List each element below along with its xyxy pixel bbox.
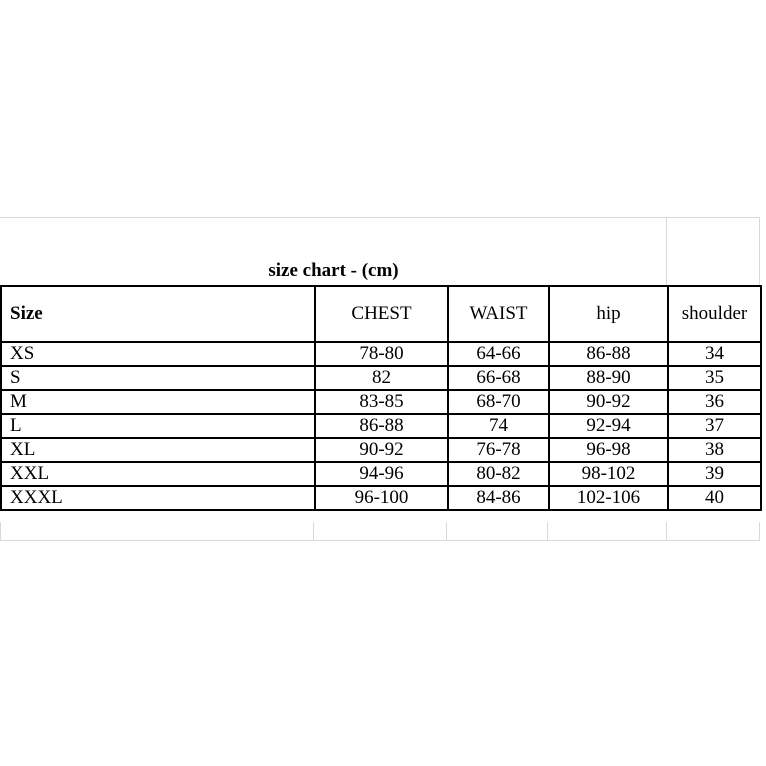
title-empty-cell xyxy=(667,218,759,285)
shoulder-cell: 34 xyxy=(668,342,761,366)
shoulder-cell: 36 xyxy=(668,390,761,414)
waist-cell: 68-70 xyxy=(448,390,549,414)
chart-title: size chart - (cm) xyxy=(268,260,399,281)
gridline-bottom-col-1 xyxy=(313,522,314,541)
size-cell: S xyxy=(1,366,315,390)
column-header-waist: WAIST xyxy=(448,286,549,342)
hip-cell: 98-102 xyxy=(549,462,668,486)
size-cell: L xyxy=(1,414,315,438)
waist-cell: 80-82 xyxy=(448,462,549,486)
shoulder-cell: 39 xyxy=(668,462,761,486)
table-row-xs xyxy=(1,342,761,366)
waist-cell: 74 xyxy=(448,414,549,438)
chest-cell: 94-96 xyxy=(315,462,448,486)
size-cell: XL xyxy=(1,438,315,462)
size-cell: XXL xyxy=(1,462,315,486)
gridline-bottom-col-5 xyxy=(759,522,760,541)
size-cell: XS xyxy=(1,342,315,366)
shoulder-cell: 40 xyxy=(668,486,761,510)
size-cell: M xyxy=(1,390,315,414)
gridline-bottom xyxy=(0,540,760,541)
shoulder-cell: 37 xyxy=(668,414,761,438)
chest-cell: 78-80 xyxy=(315,342,448,366)
hip-cell: 102-106 xyxy=(549,486,668,510)
shoulder-cell: 38 xyxy=(668,438,761,462)
column-header-size: Size xyxy=(1,286,315,342)
table-row-xl xyxy=(1,438,761,462)
chest-cell: 82 xyxy=(315,366,448,390)
table-row-m xyxy=(1,390,761,414)
chest-cell: 83-85 xyxy=(315,390,448,414)
table-row-xxl xyxy=(1,462,761,486)
chest-cell: 86-88 xyxy=(315,414,448,438)
waist-cell: 64-66 xyxy=(448,342,549,366)
gridline-bottom-col-0 xyxy=(0,522,1,541)
column-header-shoulder: shoulder xyxy=(668,286,761,342)
size-cell: XXXL xyxy=(1,486,315,510)
chest-cell: 90-92 xyxy=(315,438,448,462)
waist-cell: 84-86 xyxy=(448,486,549,510)
title-row xyxy=(0,218,667,285)
column-header-hip: hip xyxy=(549,286,668,342)
table-row-xxxl xyxy=(1,486,761,510)
chest-cell: 96-100 xyxy=(315,486,448,510)
hip-cell: 92-94 xyxy=(549,414,668,438)
gridline-title-right xyxy=(759,217,760,285)
size-chart-sheet xyxy=(0,217,760,541)
header-row xyxy=(1,286,761,342)
gridline-bottom-col-4 xyxy=(666,522,667,541)
hip-cell: 90-92 xyxy=(549,390,668,414)
hip-cell: 86-88 xyxy=(549,342,668,366)
size-chart-table xyxy=(0,285,762,511)
hip-cell: 88-90 xyxy=(549,366,668,390)
gridline-bottom-col-2 xyxy=(446,522,447,541)
waist-cell: 76-78 xyxy=(448,438,549,462)
waist-cell: 66-68 xyxy=(448,366,549,390)
table-row-s xyxy=(1,366,761,390)
hip-cell: 96-98 xyxy=(549,438,668,462)
table-row-l xyxy=(1,414,761,438)
column-header-chest: CHEST xyxy=(315,286,448,342)
gridline-bottom-col-3 xyxy=(547,522,548,541)
shoulder-cell: 35 xyxy=(668,366,761,390)
